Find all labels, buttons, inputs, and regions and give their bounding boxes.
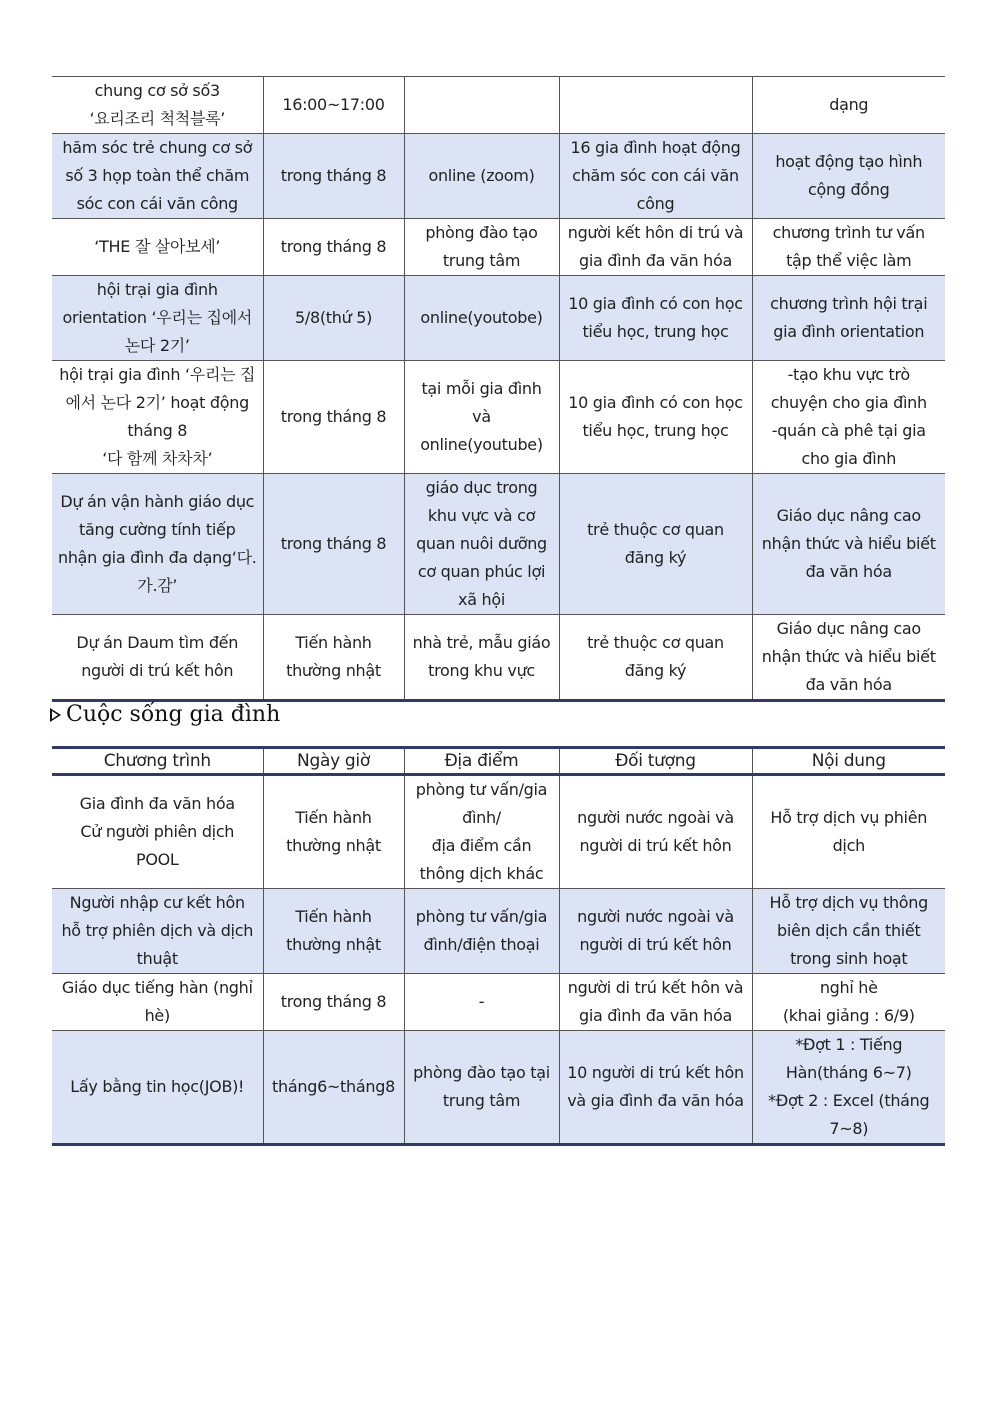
location-cell: online(youtobe) — [404, 276, 559, 361]
program-cell: hội trại gia đình ‘우리는 집에서 논다 2기’ hoạt động tháng 8 ‘다 함께 차차차’ — [52, 361, 263, 474]
header-target: Đối tượng — [559, 748, 752, 775]
program-cell: Lấy bằng tin học(JOB)! — [52, 1031, 263, 1145]
location-cell: phòng đào tạo tại trung tâm — [404, 1031, 559, 1145]
target-cell: người di trú kết hôn và gia đình đa văn hóa — [559, 974, 752, 1031]
header-datetime: Ngày giờ — [263, 748, 404, 775]
program-cell: chung cơ sở số3 ‘요리조리 척척블록’ — [52, 77, 263, 134]
family-life-table — [52, 746, 945, 1146]
table-row — [52, 134, 945, 219]
target-cell: 16 gia đình hoạt động chăm sóc con cái văn công — [559, 134, 752, 219]
table-row — [52, 974, 945, 1031]
header-location: Địa điểm — [404, 748, 559, 775]
datetime-cell: 16:00~17:00 — [263, 77, 404, 134]
table-row — [52, 77, 945, 134]
target-cell: người nước ngoài và người di trú kết hôn — [559, 889, 752, 974]
header-program: Chương trình — [52, 748, 263, 775]
datetime-cell: trong tháng 8 — [263, 974, 404, 1031]
target-cell: 10 gia đình có con học tiểu học, trung học — [559, 276, 752, 361]
location-cell: tại mỗi gia đình và online(youtube) — [404, 361, 559, 474]
content-cell: chương trình tư vấn tập thể việc làm — [752, 219, 945, 276]
location-cell: - — [404, 974, 559, 1031]
target-cell: 10 người di trú kết hôn và gia đình đa văn hóa — [559, 1031, 752, 1145]
datetime-cell: trong tháng 8 — [263, 361, 404, 474]
content-cell: nghỉ hè (khai giảng : 6/9) — [752, 974, 945, 1031]
datetime-cell: Tiến hành thường nhật — [263, 775, 404, 889]
section-title: Cuộc sống gia đình — [66, 702, 281, 727]
location-cell: online (zoom) — [404, 134, 559, 219]
table-row — [52, 276, 945, 361]
target-cell: người nước ngoài và người di trú kết hôn — [559, 775, 752, 889]
datetime-cell: trong tháng 8 — [263, 219, 404, 276]
program-cell: ‘THE 잘 살아보세’ — [52, 219, 263, 276]
target-cell: người kết hôn di trú và gia đình đa văn hóa — [559, 219, 752, 276]
program-cell: Gia đình đa văn hóa Cử người phiên dịch POOL — [52, 775, 263, 889]
location-cell: nhà trẻ, mẫu giáo trong khu vực — [404, 615, 559, 701]
target-cell: trẻ thuộc cơ quan đăng ký — [559, 474, 752, 615]
target-cell: trẻ thuộc cơ quan đăng ký — [559, 615, 752, 701]
content-cell: dạng — [752, 77, 945, 134]
datetime-cell: 5/8(thứ 5) — [263, 276, 404, 361]
table-row — [52, 889, 945, 974]
header-content: Nội dung — [752, 748, 945, 775]
content-cell: -tạo khu vực trò chuyện cho gia đình -quán cà phê tại gia cho gia đình — [752, 361, 945, 474]
program-cell: Dự án vận hành giáo dục tăng cường tính tiếp nhận gia đình đa dạng‘다.가.감’ — [52, 474, 263, 615]
content-cell: hoạt động tạo hình cộng đồng — [752, 134, 945, 219]
program-cell: Dự án Daum tìm đến người di trú kết hôn — [52, 615, 263, 701]
location-cell: phòng tư vấn/gia đình/điện thoại — [404, 889, 559, 974]
datetime-cell: trong tháng 8 — [263, 134, 404, 219]
content-cell: Hỗ trợ dịch vụ thông biên dịch cần thiết trong sinh hoạt — [752, 889, 945, 974]
datetime-cell: trong tháng 8 — [263, 474, 404, 615]
target-cell: 10 gia đình có con học tiểu học, trung học — [559, 361, 752, 474]
content-cell: Giáo dục nâng cao nhận thức và hiểu biết đa văn hóa — [752, 615, 945, 701]
triangle-right-outline-icon — [50, 708, 61, 722]
content-cell: *Đợt 1 : Tiếng Hàn(tháng 6~7) *Đợt 2 : Excel (tháng 7~8) — [752, 1031, 945, 1145]
table-row — [52, 615, 945, 701]
program-cell: hội trại gia đình orientation ‘우리는 집에서 논다 2기’ — [52, 276, 263, 361]
activities-table-continued — [52, 76, 945, 702]
location-cell — [404, 77, 559, 134]
location-cell: phòng tư vấn/gia đình/ địa điểm cần thông dịch khác — [404, 775, 559, 889]
table-row — [52, 219, 945, 276]
program-cell: Người nhập cư kết hôn hỗ trợ phiên dịch và dịch thuật — [52, 889, 263, 974]
table-row — [52, 474, 945, 615]
datetime-cell: tháng6~tháng8 — [263, 1031, 404, 1145]
table-header-row — [52, 748, 945, 775]
content-cell: Hỗ trợ dịch vụ phiên dịch — [752, 775, 945, 889]
table-row — [52, 775, 945, 889]
section-heading-family-life — [50, 702, 280, 727]
datetime-cell: Tiến hành thường nhật — [263, 615, 404, 701]
location-cell: giáo dục trong khu vực và cơ quan nuôi dưỡng cơ quan phúc lợi xã hội — [404, 474, 559, 615]
content-cell: Giáo dục nâng cao nhận thức và hiểu biết đa văn hóa — [752, 474, 945, 615]
datetime-cell: Tiến hành thường nhật — [263, 889, 404, 974]
table-row — [52, 1031, 945, 1145]
program-cell: hăm sóc trẻ chung cơ sở số 3 họp toàn thể chăm sóc con cái văn công — [52, 134, 263, 219]
target-cell — [559, 77, 752, 134]
program-cell: Giáo dục tiếng hàn (nghỉ hè) — [52, 974, 263, 1031]
content-cell: chương trình hội trại gia đình orientation — [752, 276, 945, 361]
table-row — [52, 361, 945, 474]
location-cell: phòng đào tạo trung tâm — [404, 219, 559, 276]
